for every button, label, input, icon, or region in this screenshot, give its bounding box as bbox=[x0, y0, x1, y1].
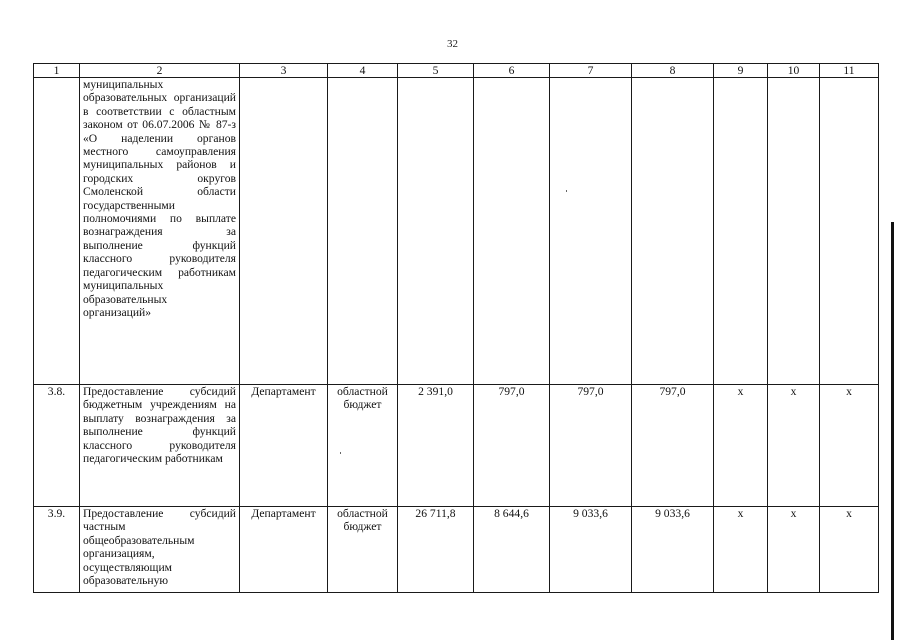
header-cell: 7 bbox=[550, 64, 632, 78]
row-funding-source: областной бюджет bbox=[328, 385, 398, 507]
header-cell: 1 bbox=[34, 64, 80, 78]
row-col-10: х bbox=[768, 507, 820, 593]
header-cell: 4 bbox=[328, 64, 398, 78]
row-total bbox=[398, 78, 474, 385]
row-col-9 bbox=[714, 78, 768, 385]
row-number bbox=[34, 78, 80, 385]
row-col-11 bbox=[820, 78, 879, 385]
row-year-1: 797,0 bbox=[474, 385, 550, 507]
row-year-2: 9 033,6 bbox=[550, 507, 632, 593]
row-number: 3.9. bbox=[34, 507, 80, 593]
header-cell: 9 bbox=[714, 64, 768, 78]
scan-speck bbox=[566, 190, 567, 192]
row-year-2: 797,0 bbox=[550, 385, 632, 507]
row-col-10: х bbox=[768, 385, 820, 507]
header-cell: 2 bbox=[80, 64, 240, 78]
header-cell: 8 bbox=[632, 64, 714, 78]
row-description: Предоставление субсидий частным общеобразовательным организациям, осуществляющим образовательную bbox=[80, 507, 240, 593]
scan-edge-line bbox=[891, 222, 894, 640]
row-col-10 bbox=[768, 78, 820, 385]
row-year-1 bbox=[474, 78, 550, 385]
row-executor: Департамент bbox=[240, 507, 328, 593]
row-total: 26 711,8 bbox=[398, 507, 474, 593]
scan-speck bbox=[340, 452, 341, 454]
row-executor bbox=[240, 78, 328, 385]
budget-table bbox=[33, 63, 879, 593]
row-funding-source: областной бюджет bbox=[328, 507, 398, 593]
row-year-3: 797,0 bbox=[632, 385, 714, 507]
row-executor: Департамент bbox=[240, 385, 328, 507]
table-row bbox=[34, 507, 879, 593]
header-cell: 6 bbox=[474, 64, 550, 78]
row-year-2 bbox=[550, 78, 632, 385]
row-funding-source bbox=[328, 78, 398, 385]
row-col-11: х bbox=[820, 507, 879, 593]
header-cell: 11 bbox=[820, 64, 879, 78]
row-col-9: х bbox=[714, 385, 768, 507]
row-year-3 bbox=[632, 78, 714, 385]
page-number: 32 bbox=[447, 38, 458, 50]
header-cell: 10 bbox=[768, 64, 820, 78]
row-col-9: х bbox=[714, 507, 768, 593]
header-cell: 3 bbox=[240, 64, 328, 78]
row-description: муниципальных образовательных организаций в соответствии с областным законом от 06.07.2006 № 87-з «О наделении органов местного самоуправления муниципальных районов и городских округов Смоленской области государственными полномочиями по выплате вознаграждения за выполнение функций классного руководителя педагогическим работникам муниципальных образовательных организаций» bbox=[80, 78, 240, 385]
row-year-3: 9 033,6 bbox=[632, 507, 714, 593]
row-col-11: х bbox=[820, 385, 879, 507]
table-row bbox=[34, 385, 879, 507]
row-year-1: 8 644,6 bbox=[474, 507, 550, 593]
header-row bbox=[34, 64, 879, 78]
row-total: 2 391,0 bbox=[398, 385, 474, 507]
header-cell: 5 bbox=[398, 64, 474, 78]
row-description: Предоставление субсидий бюджетным учреждениям на выплату вознаграждения за выполнение функций классного руководителя педагогическим работникам bbox=[80, 385, 240, 507]
row-number: 3.8. bbox=[34, 385, 80, 507]
table-row bbox=[34, 78, 879, 385]
